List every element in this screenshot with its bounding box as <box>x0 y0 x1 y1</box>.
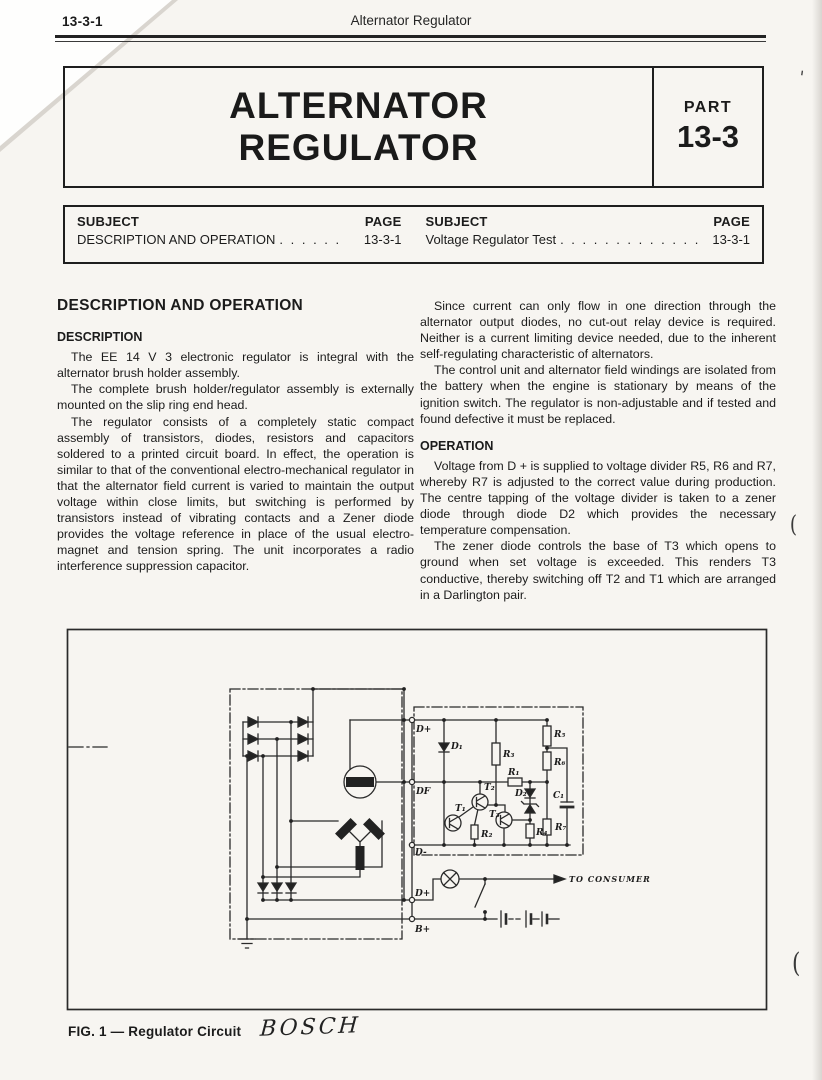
dot-leader: . . . . . . <box>279 232 342 247</box>
body-left-column <box>57 298 414 575</box>
page-header: PAGE <box>713 214 750 229</box>
label-r2: R₂ <box>481 830 493 840</box>
diode-d1 <box>439 743 449 752</box>
index-entry <box>77 232 402 247</box>
rotor <box>344 766 376 798</box>
header-rule-thick <box>55 35 766 38</box>
label-terminal-df: DF <box>416 787 431 797</box>
part-cell <box>654 68 762 186</box>
body-right-column <box>420 298 776 603</box>
resistor-r6 <box>543 752 551 770</box>
index-entry-page: 13-3-1 <box>363 232 402 247</box>
header-rule-thin <box>55 41 766 42</box>
consumer-arrow-icon <box>554 875 565 883</box>
capacitor-c1 <box>561 802 573 807</box>
label-r6: R₆ <box>554 758 566 768</box>
label-terminal-bplus: B+ <box>415 925 431 935</box>
regulator-circuit-figure <box>65 627 770 1017</box>
index-right-column <box>414 207 763 262</box>
label-t1: T₁ <box>455 804 466 814</box>
index-entry <box>426 232 751 247</box>
section-heading: DESCRIPTION AND OPERATION <box>57 297 304 314</box>
subject-header: SUBJECT <box>425 214 488 229</box>
warning-lamp-icon <box>441 870 459 888</box>
label-d2: D₂ <box>515 789 527 799</box>
paragraph: The complete brush holder/regulator assembly is externally mounted on the slip ring end head. <box>57 382 414 413</box>
paragraph: Voltage from D + is supplied to voltage divider R5, R6 and R7, whereby R7 is adjusted to the correct value during production. The centre tapping of the voltage divider is taken to a zener diode through diode D2 which provides the necessary temperature compensation. <box>420 458 776 538</box>
resistor-r3 <box>492 743 500 765</box>
part-number: 13-3 <box>676 119 740 154</box>
label-r1: R₁ <box>508 768 520 778</box>
operation-heading: OPERATION <box>420 438 494 453</box>
figure-border <box>68 630 767 1010</box>
resistor-r4 <box>526 824 534 838</box>
running-title: Alternator Regulator <box>350 13 472 28</box>
title-cell <box>65 68 654 186</box>
title-block <box>63 66 764 188</box>
scan-artifact: ' <box>797 67 806 89</box>
subject-index-table <box>63 205 764 264</box>
transistor-t2 <box>472 794 488 810</box>
ground-icon <box>239 939 255 948</box>
label-r7: R₇ <box>555 823 567 833</box>
label-terminal-dplus-mid: D+ <box>415 889 431 899</box>
index-entry-subject: DESCRIPTION AND OPERATION <box>77 232 276 247</box>
label-t2: T₂ <box>484 783 495 793</box>
alternator-boundary <box>230 689 402 939</box>
index-left-column <box>65 207 414 262</box>
label-c1: C₁ <box>553 791 565 801</box>
scan-edge-shading <box>812 0 822 1080</box>
stator <box>335 818 385 870</box>
regulator-circuit-diagram <box>65 627 770 1017</box>
label-t3: T₃ <box>489 810 500 820</box>
exciter-diodes <box>258 883 296 893</box>
label-r3: R₃ <box>503 750 515 760</box>
resistor-r1 <box>508 778 522 786</box>
page-title-line2: REGULATOR <box>238 127 479 168</box>
part-label: PART <box>683 99 733 116</box>
dot-leader: . . . . . . . . . . . . . <box>560 232 701 247</box>
page-number: 13-3-1 <box>62 14 103 29</box>
battery <box>501 911 559 927</box>
figure-caption: FIG. 1 — Regulator Circuit <box>68 1024 242 1039</box>
paragraph: The zener diode controls the base of T3 which opens to ground when set voltage is exceeded. This renders T3 conductive, thereby switching off T2 and T1 which are arranged in a Darlington pair. <box>420 539 776 602</box>
label-d1: D₁ <box>451 742 463 752</box>
transistor-t1 <box>445 815 461 831</box>
page-header: PAGE <box>364 214 402 229</box>
scan-artifact: ( <box>789 512 798 538</box>
label-r5: R₅ <box>554 730 566 740</box>
resistor-r5 <box>543 726 551 746</box>
paragraph: The EE 14 V 3 electronic regulator is integral with the alternator brush holder assembly. <box>57 350 414 381</box>
handwritten-note: BOSCH <box>259 1013 362 1042</box>
paragraph: The regulator consists of a completely static compact assembly of transistors, diodes, resistors and capacitors soldered to a printed circuit board. In effect, the operation is similar to that of the conventional electro-mechanical regulator in that the alternator field current is varied to maintain the output voltage within close limits, but switching is performed by transistors instead of vibrating contacts and a Zener diode provides the voltage reference in place of the usual electro-magnet and tension spring. The unit incorporates a radio interference suppression capacitor. <box>57 414 414 574</box>
paragraph: The control unit and alternator field windings are isolated from the battery when the engine is stationary by means of the ignition switch. The regulator is non-adjustable and if tested and found defective it must be replaced. <box>420 363 776 426</box>
label-terminal-dplus-top: D+ <box>416 725 432 735</box>
subject-header: SUBJECT <box>77 214 140 229</box>
label-to-consumer: TO CONSUMER <box>569 874 651 884</box>
description-heading: DESCRIPTION <box>57 330 143 345</box>
resistor-r2 <box>471 825 478 839</box>
paragraph: Since current can only flow in one direction through the alternator output diodes, no cut-out relay device is required. Neither is a current limiting device needed, due to the inherent self-regulating characteristic of alternators. <box>420 299 776 362</box>
scan-artifact: ( <box>792 948 801 979</box>
page-title-line1: ALTERNATOR <box>229 85 488 126</box>
index-entry-subject: Voltage Regulator Test <box>425 232 557 247</box>
label-r4: R₄ <box>536 828 548 838</box>
label-terminal-dminus: D- <box>415 848 427 858</box>
index-entry-page: 13-3-1 <box>712 232 750 247</box>
